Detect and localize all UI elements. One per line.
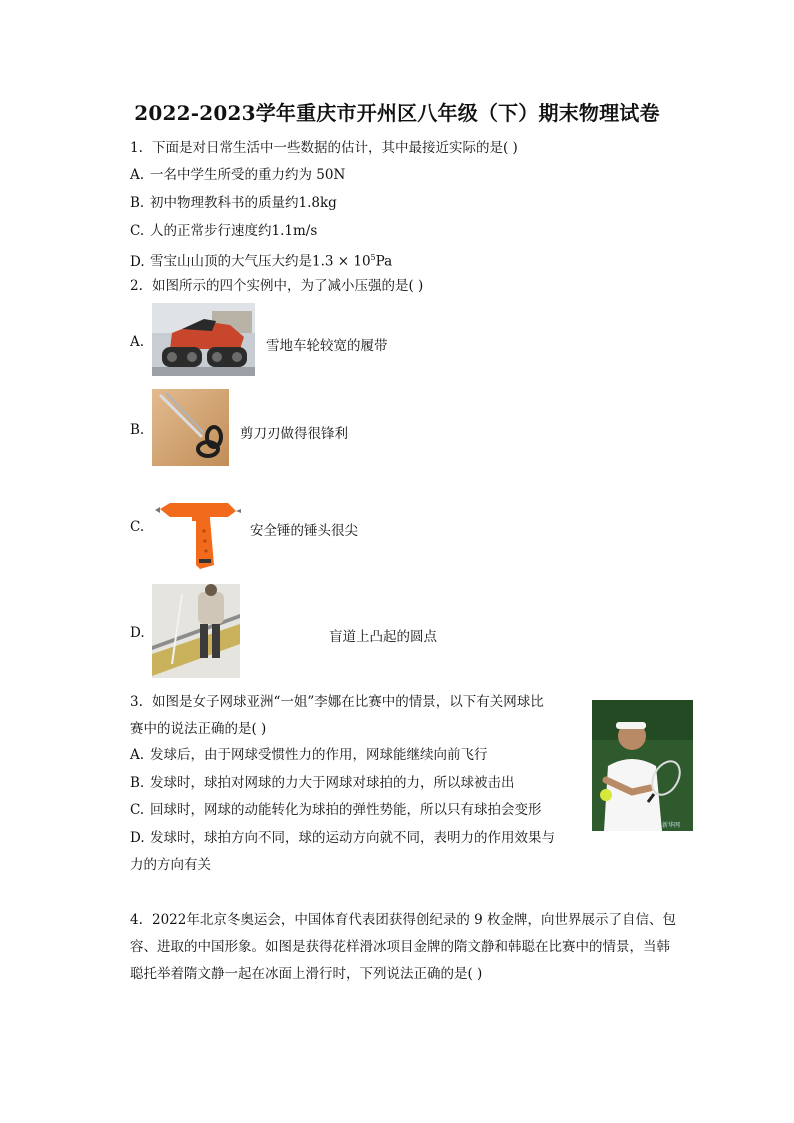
q2-stem-text: 如图所示的四个实例中，为了减小压强的是( ) [152,278,424,294]
q1-option-b [130,194,337,212]
scissors-photo-icon [152,389,229,466]
page-title: 2022-2023学年重庆市开州区八年级（下）期末物理试卷 [134,101,660,125]
q2-option-c-caption: 安全锤的锤头很尖 [250,523,358,539]
q4-number: 4. [130,912,143,928]
q3-option-b [130,774,515,792]
q2-option-d-label: D. [130,625,145,641]
q1-option-d-exponent: 5 [370,253,376,262]
q3-stem-text-1: 如图是女子网球亚洲“一姐”李娜在比赛中的情景，以下有关网球比 [152,694,544,710]
q3-option-d-label: D. [130,830,145,846]
q1-option-a-label: A. [130,167,145,183]
q1-option-c [130,222,317,240]
q1-option-b-label: B. [130,195,145,211]
q2-option-d-caption: 盲道上凸起的圆点 [329,629,437,645]
q2-option-a-label: A. [130,334,145,350]
q2-option-a-caption: 雪地车轮较宽的履带 [266,338,388,354]
q3-option-d-text: 发球时，球拍方向不同，球的运动方向就不同，表明力的作用效果与 [150,830,555,846]
q1-option-a [130,166,345,184]
q2-option-b-label: B. [130,422,145,438]
q3-option-c-text: 回球时，网球的动能转化为球拍的弹性势能，所以只有球拍会变形 [150,802,542,818]
q1-stem [130,139,518,157]
tennis-player-photo-icon [592,700,693,831]
q3-option-a-label: A. [130,747,145,763]
q2-stem [130,277,423,295]
q3-option-d-continued: 力的方向有关 [130,857,211,873]
q3-option-a-text: 发球后，由于网球受惯性力的作用，网球能继续向前飞行 [150,747,488,763]
q3-option-b-label: B. [130,775,145,791]
q1-option-d-text: 雪宝山山顶的大气压大约是1.3 × 10 [150,253,371,270]
q3-option-d [130,829,555,847]
q4-line3: 聪托举着隋文静一起在冰面上滑行时，下列说法正确的是( ) [130,966,483,982]
q3-option-b-text: 发球时，球拍对网球的力大于网球对球拍的力，所以球被击出 [150,775,515,791]
q3-option-a [130,746,488,764]
snowmobile-photo-icon [152,303,255,376]
tactile-paving-photo-icon [152,584,288,678]
q1-number: 1. [130,140,143,156]
q1-option-b-text: 初中物理教科书的质量约1.8kg [150,195,337,211]
q3-option-c-label: C. [130,802,145,818]
q3-stem-line1 [130,693,544,711]
q4-line2: 容、进取的中国形象。如图是获得花样滑冰项目金牌的隋文静和韩聪在比赛中的情景，当韩 [130,939,670,955]
q1-option-d-unit: Pa [375,253,393,270]
q1-option-a-text: 一名中学生所受的重力约为 50N [150,167,346,183]
q1-stem-text: 下面是对日常生活中一些数据的估计，其中最接近实际的是( ) [152,140,518,156]
q2-number: 2. [130,278,143,294]
q3-number: 3. [130,694,143,710]
q3-option-c [130,801,542,819]
q1-option-d-label: D. [130,253,145,270]
photo-watermark: 新华网 [662,822,681,829]
q3-stem-line2: 赛中的说法正确的是( ) [130,721,267,737]
q2-option-c-label: C. [130,519,145,535]
tennis-player-photo [592,700,693,831]
q2-option-b-caption: 剪刀刃做得很锋利 [240,426,348,442]
safety-hammer-photo-icon [152,481,242,571]
q1-option-c-text: 人的正常步行速度约1.1m/s [150,223,318,239]
q1-option-c-label: C. [130,223,145,239]
q4-line1 [130,911,676,929]
q4-text-1: 2022年北京冬奥运会，中国体育代表团获得创纪录的 9 枚金牌，向世界展示了自信、包 [152,912,677,928]
q1-option-d [130,249,392,271]
